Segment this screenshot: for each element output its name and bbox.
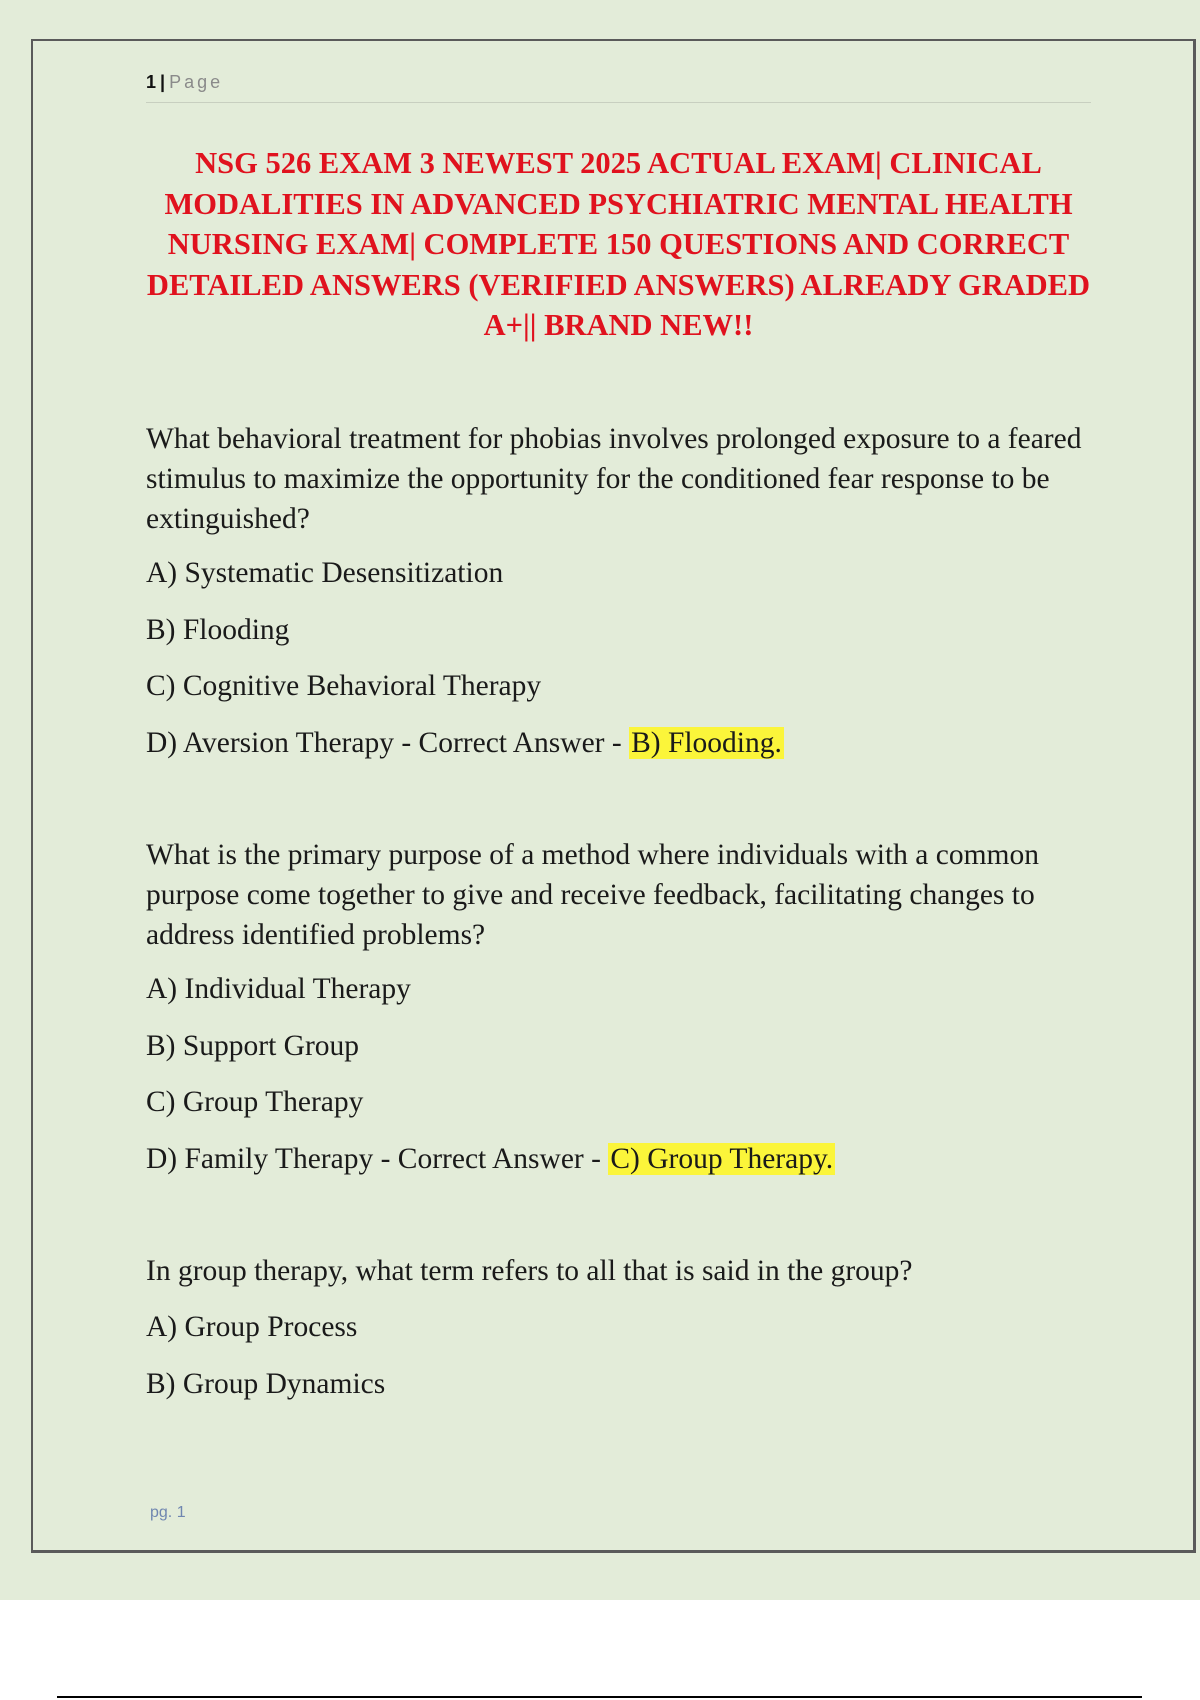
correct-answer-highlight: C) Group Therapy. [610,1143,834,1175]
option-d: D) Family Therapy [146,1143,374,1175]
answer-prefix: - Correct Answer - [373,1143,609,1175]
option-b: B) Support Group [146,1030,360,1062]
page-label: Page [169,72,224,92]
option-c: C) Group Therapy [146,1086,364,1118]
option-c: C) Cognitive Behavioral Therapy [146,670,542,702]
option-d-with-answer [146,1139,835,1179]
option-b: B) Flooding [146,614,290,646]
page-number: 1 [146,72,157,92]
question-3 [146,1251,1096,1400]
answer-prefix: - Correct Answer - [393,727,630,759]
option-a: A) Group Process [146,1311,358,1343]
option-a: A) Systematic Desensitization [146,557,504,589]
question-2 [146,835,1096,1175]
question-text: In group therapy, what term refers to all that is said in the group? [146,1255,913,1287]
bottom-divider [57,1696,1142,1698]
page-separator: | [160,72,166,92]
option-d-with-answer [146,723,784,763]
question-1 [146,419,1096,759]
correct-answer-highlight: B) Flooding. [631,727,782,759]
document-title: NSG 526 EXAM 3 NEWEST 2025 ACTUAL EXAM| CLINICAL MODALITIES IN ADVANCED PSYCHIATRIC MENTAL HEALTH NURSING EXAM| COMPLETE 150 QUESTIONS AND CORRECT DETAILED ANSWERS (VERIFIED ANSWERS) ALREADY GRADED A+|| BRAND NEW!! [146,146,1091,342]
option-a: A) Individual Therapy [146,973,411,1005]
option-d: D) Aversion Therapy [146,727,394,759]
option-b: B) Group Dynamics [146,1368,386,1400]
question-text: What behavioral treatment for phobias involves prolonged exposure to a feared stimulus to maximize the opportunity for the conditioned fear response to be extinguished? [146,423,1082,535]
footer-page-label: pg. 1 [150,1504,186,1521]
page-header [146,72,1091,103]
question-text: What is the primary purpose of a method where individuals with a common purpose come together to give and receive feedback, facilitating changes to address identified problems? [146,839,1039,951]
